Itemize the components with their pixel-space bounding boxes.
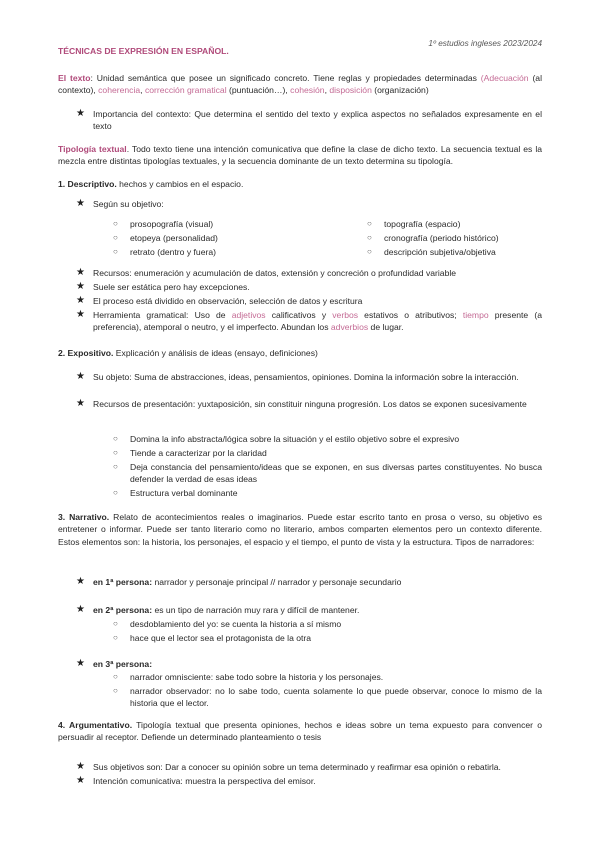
objetivos-item: Sus objetivos son: Dar a conocer su opinión sobre un tema determinado y reafirmar esa opinión o rebatirla. [93, 762, 501, 772]
tercera-persona-item: en 3ª persona: [93, 659, 153, 669]
texto-label: El texto [58, 73, 91, 83]
intencion-item: Intención comunicativa: muestra la perspectiva del emisor. [93, 776, 316, 786]
circle-bullet-icon: ○ [367, 219, 372, 228]
list-item: Domina la info abstracta/lógica sobre la situación y el estilo objetivo sobre el expresivo [130, 434, 460, 444]
list-item: descripción subjetiva/objetiva [384, 247, 496, 257]
circle-bullet-icon: ○ [113, 488, 118, 497]
segunda-persona-item: en 2ª persona: es un tipo de narración muy rara y difícil de mantener. [93, 605, 360, 615]
circle-bullet-icon: ○ [113, 462, 118, 471]
circle-bullet-icon: ○ [113, 619, 118, 628]
list-item: cronografía (periodo histórico) [384, 233, 499, 243]
recursos-item: Recursos: enumeración y acumulación de datos, extensión y concreción o profundidad variable [93, 268, 457, 278]
proceso-item: El proceso está dividido en observación, selección de datos y escritura [93, 296, 363, 306]
list-item: Estructura verbal dominante [130, 488, 238, 498]
circle-bullet-icon: ○ [113, 448, 118, 457]
expositivo-heading: 2. Expositivo. Explicación y análisis de ideas (ensayo, definiciones) [58, 348, 318, 358]
objeto-item: Su objeto: Suma de abstracciones, ideas, pensamientos, opiniones. Domina la información sobre la interacción. [93, 372, 519, 382]
list-item: retrato (dentro y fuera) [130, 247, 216, 257]
star-bullet-icon: ★ [76, 775, 85, 786]
circle-bullet-icon: ○ [113, 233, 118, 242]
course-header: 1º estudios ingleses 2023/2024 [428, 39, 542, 48]
narrativo-paragraph: 3. Narrativo. Relato de acontecimientos reales o imaginarios. Puede estar escrito tanto en prosa o verso, su objetivo es entretener o informar. Puede ser tanto literario como no literario, ambos comparten elementos pero un contexto diferente. Estos elementos son: la historia, los personajes, el espacio y el tiempo, el punto de vista y la estructura. Tipos de narradores: [58, 512, 542, 547]
circle-bullet-icon: ○ [113, 219, 118, 228]
list-item: etopeya (personalidad) [130, 233, 218, 243]
circle-bullet-icon: ○ [113, 434, 118, 443]
segun-item: Según su objetivo: [93, 199, 164, 209]
star-bullet-icon: ★ [76, 576, 85, 587]
list-item: Deja constancia del pensamiento/ideas que se exponen, en sus diversas partes constituyentes. No busca defender la verdad de esas ideas [130, 462, 542, 485]
list-item: topografía (espacio) [384, 219, 461, 229]
texto-paragraph: El texto: Unidad semántica que posee un significado concreto. Tiene reglas y propiedades determinadas (Adecuación (al contexto), coherencia, corrección gramatical (puntuación…), cohesión, disposición (organización) [58, 73, 542, 96]
circle-bullet-icon: ○ [113, 247, 118, 256]
star-bullet-icon: ★ [76, 295, 85, 306]
star-bullet-icon: ★ [76, 108, 85, 119]
list-item: hace que el lector sea el protagonista de la otra [130, 633, 312, 643]
list-item: Tiende a caracterizar por la claridad [130, 448, 267, 458]
argumentativo-paragraph: 4. Argumentativo. Tipología textual que presenta opiniones, hechos e ideas sobre un tema expuesto para convencer o persuadir al receptor. Defiende un determinado planteamiento o tesis [58, 720, 542, 743]
importancia-item: Importancia del contexto: Que determina el sentido del texto y explica aspectos no señalados expresamente en el texto [93, 109, 542, 132]
star-bullet-icon: ★ [76, 281, 85, 292]
star-bullet-icon: ★ [76, 761, 85, 772]
list-item: prosopografía (visual) [130, 219, 214, 229]
tipologia-paragraph: Tipología textual. Todo texto tiene una intención comunicativa que define la clase de dicho texto. La secuencia textual es la mezcla entre distintas tipologías textuales, y la secuencia dominante de un texto determina su tipología. [58, 144, 543, 167]
suele-item: Suele ser estática pero hay excepciones. [93, 282, 250, 292]
star-bullet-icon: ★ [76, 309, 85, 320]
list-item: narrador omnisciente: sabe todo sobre la historia y los personajes. [130, 672, 384, 682]
star-bullet-icon: ★ [76, 604, 85, 615]
circle-bullet-icon: ○ [113, 672, 118, 681]
list-item: desdoblamiento del yo: se cuenta la historia a sí mismo [130, 619, 342, 629]
star-bullet-icon: ★ [76, 658, 85, 669]
document-title: TÉCNICAS DE EXPRESIÓN EN ESPAÑOL. [58, 46, 229, 56]
circle-bullet-icon: ○ [113, 686, 118, 695]
recursos-presentacion-item: Recursos de presentación: yuxtaposición, sin constituir ninguna progresión. Los datos se exponen sucesivamente [93, 399, 527, 409]
tipologia-label: Tipología textual [58, 144, 127, 154]
herramienta-item: Herramienta gramatical: Uso de adjetivos calificativos y verbos estativos o atributivos; tiempo presente (a preferencia), atemporal o neutro, y el imperfecto. Abundan los adverbios de lugar. [93, 310, 542, 333]
list-item: narrador observador: no lo sabe todo, cuenta solamente lo que puede observar, conoce lo mismo de la historia que el lector. [130, 686, 542, 709]
descriptivo-heading: 1. Descriptivo. hechos y cambios en el espacio. [58, 179, 244, 189]
circle-bullet-icon: ○ [113, 633, 118, 642]
star-bullet-icon: ★ [76, 398, 85, 409]
circle-bullet-icon: ○ [367, 233, 372, 242]
primera-persona-item: en 1ª persona: narrador y personaje principal // narrador y personaje secundario [93, 577, 402, 587]
star-bullet-icon: ★ [76, 371, 85, 382]
star-bullet-icon: ★ [76, 198, 85, 209]
star-bullet-icon: ★ [76, 267, 85, 278]
circle-bullet-icon: ○ [367, 247, 372, 256]
